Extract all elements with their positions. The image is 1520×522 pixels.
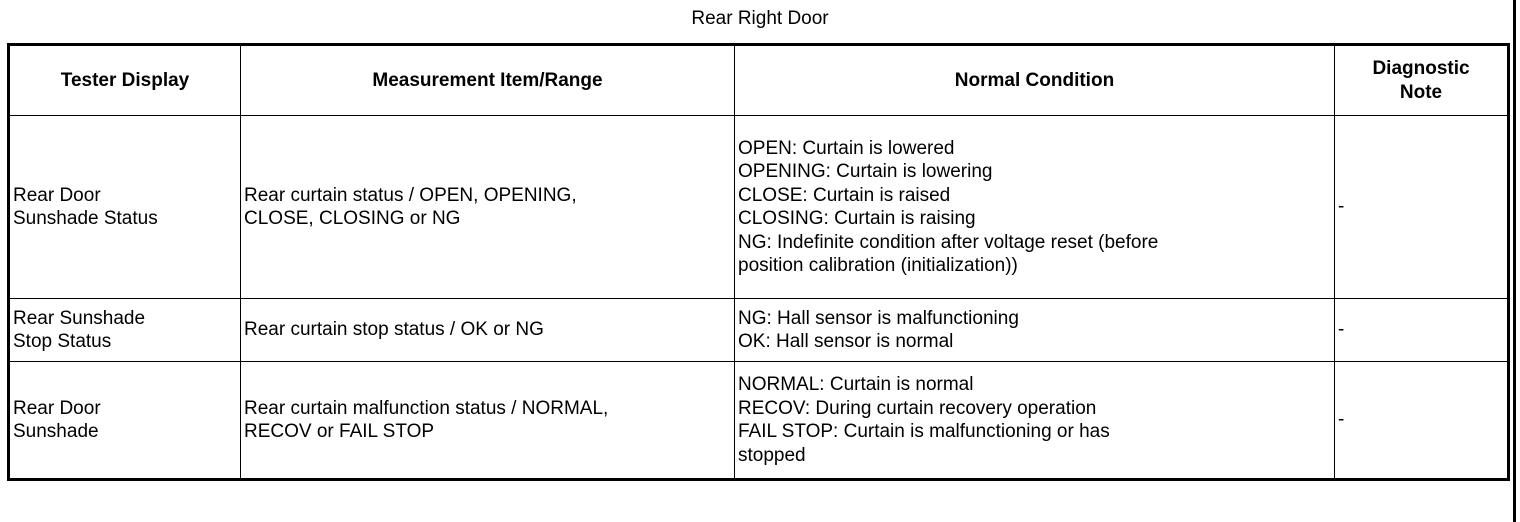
cell-diagnostic-note: - [1335,116,1509,299]
page-edge-rule [1513,0,1516,522]
header-tester-display: Tester Display [9,45,241,116]
data-list-table [7,43,1510,481]
cell-diagnostic-note: - [1335,362,1509,480]
cell-tester-display: Rear Sunshade Stop Status [9,299,241,362]
header-diagnostic-note: Diagnostic Note [1335,45,1509,116]
cell-measurement: Rear curtain status / OPEN, OPENING, CLOSE, CLOSING or NG [241,116,735,299]
cell-tester-display: Rear Door Sunshade [9,362,241,480]
cell-normal-condition: NORMAL: Curtain is normal RECOV: During curtain recovery operation FAIL STOP: Curtain is malfunctioning or has stopped [735,362,1335,480]
cell-measurement: Rear curtain malfunction status / NORMAL, RECOV or FAIL STOP [241,362,735,480]
cell-normal-condition: OPEN: Curtain is lowered OPENING: Curtain is lowering CLOSE: Curtain is raised CLOSING: Curtain is raising NG: Indefinite condition after voltage reset (before position calibration (initialization)) [735,116,1335,299]
table-header-row [9,45,1509,116]
table-row [9,299,1509,362]
cell-diagnostic-note: - [1335,299,1509,362]
cell-normal-condition: NG: Hall sensor is malfunctioning OK: Hall sensor is normal [735,299,1335,362]
header-normal-condition: Normal Condition [735,45,1335,116]
table-row [9,116,1509,299]
page-title: Rear Right Door [691,8,829,29]
cell-measurement: Rear curtain stop status / OK or NG [241,299,735,362]
table-row [9,362,1509,480]
header-measurement-item: Measurement Item/Range [241,45,735,116]
cell-tester-display: Rear Door Sunshade Status [9,116,241,299]
